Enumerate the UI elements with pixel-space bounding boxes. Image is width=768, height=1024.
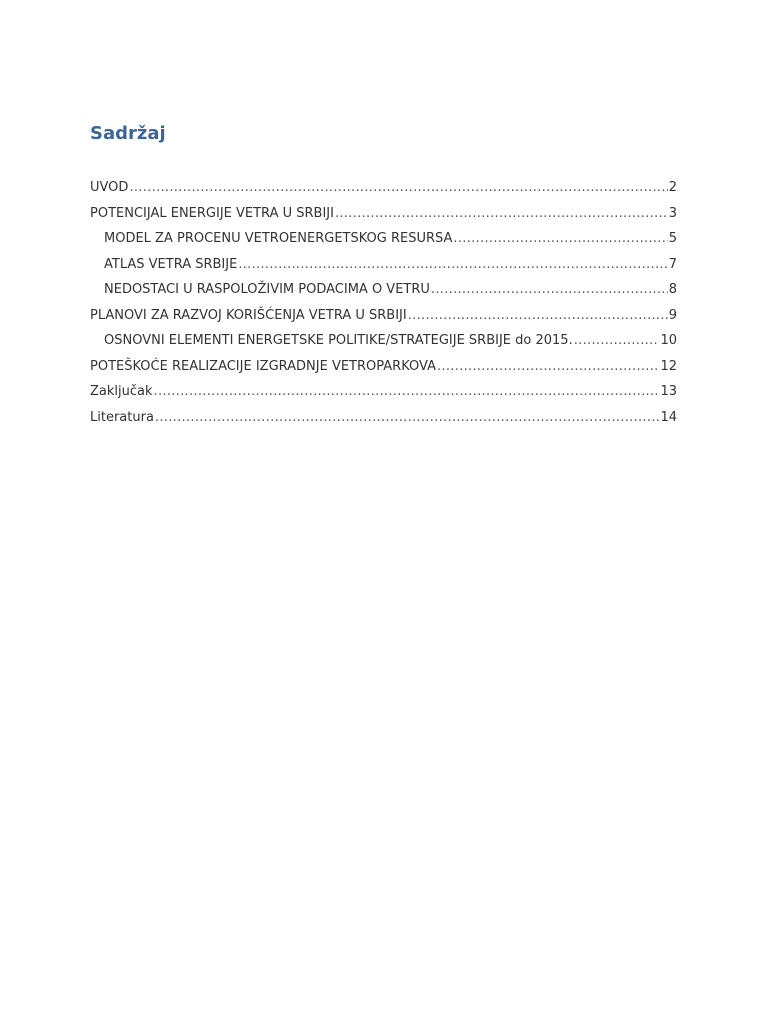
toc-entry-label: POTENCIJAL ENERGIJE VETRA U SRBIJI [90,205,334,221]
toc-page-number: 12 [660,358,677,374]
toc-dot-leader [129,177,667,199]
toc-entry-label: POTEŠKOĆE REALIZACIJE IZGRADNJE VETROPARKOVA [90,358,436,374]
toc-dot-leader [335,203,668,225]
toc-entry-label: Literatura [90,409,154,425]
toc-dot-leader [437,356,659,378]
toc-entry-nedostaci[interactable] [90,279,677,305]
toc-entry-literatura[interactable] [90,407,677,433]
toc-entry-potencijal[interactable] [90,203,677,229]
toc-entry-planovi[interactable] [90,305,677,331]
toc-entry-label: PLANOVI ZA RAZVOJ KORIŠĆENJA VETRA U SRBIJI [90,307,407,323]
toc-title: Sadržaj [90,123,166,144]
table-of-contents [90,177,677,432]
toc-dot-leader [154,381,660,403]
toc-entry-label: OSNOVNI ELEMENTI ENERGETSKE POLITIKE/STRATEGIJE SRBIJE do 2015. [104,333,573,348]
toc-entry-uvod[interactable] [90,177,677,203]
toc-page-number: 9 [668,307,677,323]
toc-entry-atlas[interactable] [90,254,677,280]
toc-entry-zakljucak[interactable] [90,381,677,407]
toc-page-number: 8 [668,282,677,297]
toc-dot-leader [431,279,668,301]
toc-dot-leader [453,228,667,250]
toc-dot-leader [574,330,660,352]
toc-entry-label: UVOD [90,180,129,195]
toc-entry-osnovni-elementi[interactable] [90,330,677,356]
toc-page-number: 14 [660,409,677,425]
toc-entry-label: Zaključak [90,384,153,399]
toc-entry-poteskoce[interactable] [90,356,677,382]
toc-page-number: 10 [660,333,677,348]
toc-page-number: 5 [668,231,677,246]
toc-page-number: 13 [660,384,677,399]
toc-entry-label: ATLAS VETRA SRBIJE [104,256,238,272]
toc-dot-leader [155,407,660,429]
toc-entry-label: MODEL ZA PROCENU VETROENERGETSKOG RESURSA [104,231,453,246]
toc-page-number: 3 [668,205,677,221]
toc-entry-model[interactable] [90,228,677,254]
toc-page-number: 2 [668,180,677,195]
toc-page-number: 7 [668,256,677,272]
toc-entry-label: NEDOSTACI U RASPOLOŽIVIM PODACIMA O VETRU [104,282,430,297]
toc-dot-leader [238,254,667,276]
toc-dot-leader [408,305,668,327]
